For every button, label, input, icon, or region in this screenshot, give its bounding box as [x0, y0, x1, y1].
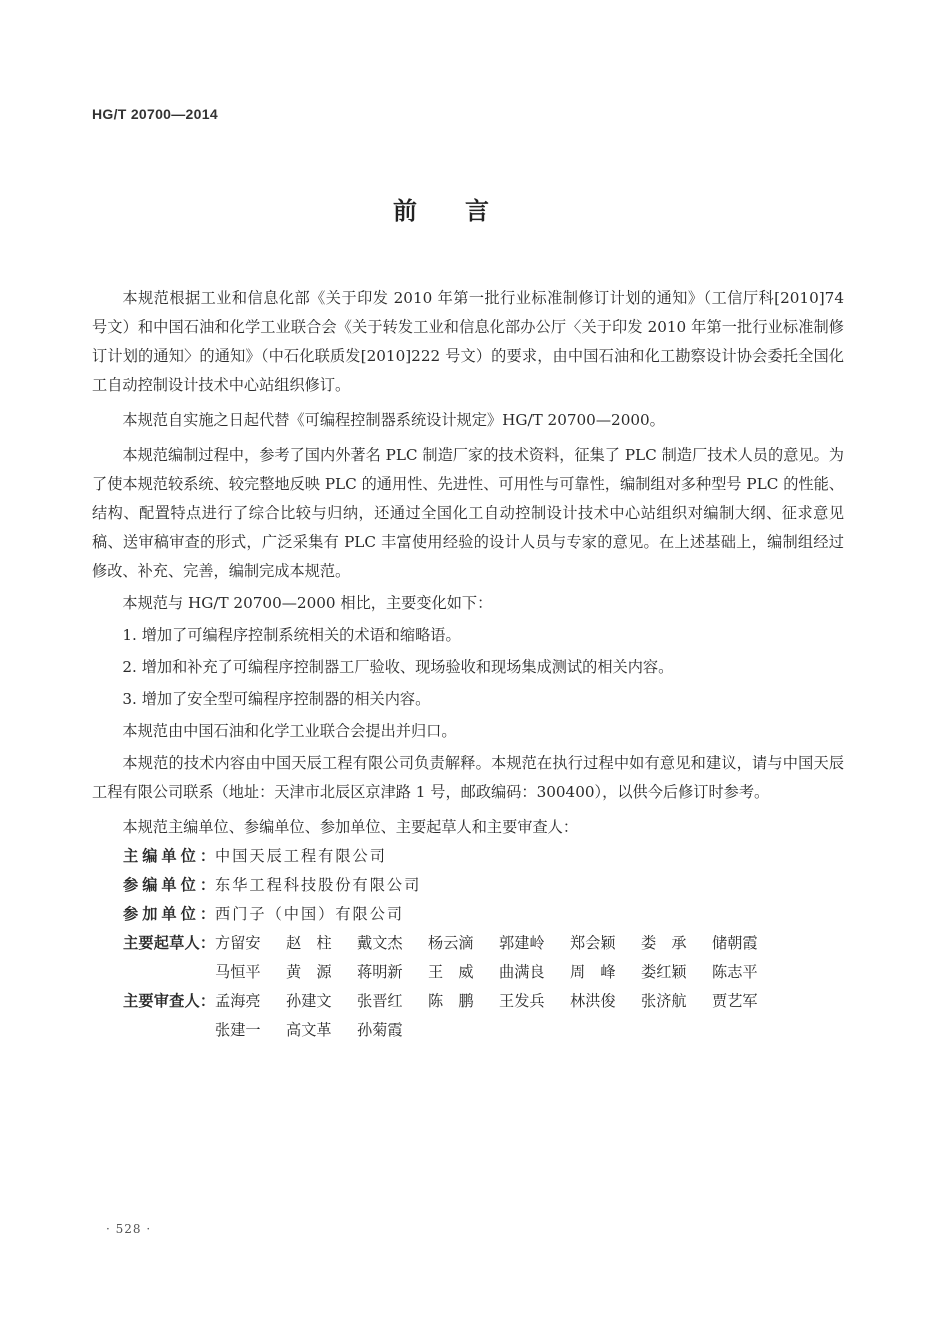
- drafter-name: 储朝霞: [712, 934, 758, 952]
- change-item-3: 3. 增加了安全型可编程序控制器的相关内容。: [122, 690, 431, 708]
- standard-code: HG/T 20700—2014: [92, 106, 218, 122]
- assoc-unit-label: 参编单位：: [123, 876, 215, 894]
- paragraph-proposer: 本规范由中国石油和化学工业联合会提出并归口。: [122, 722, 457, 740]
- drafter-name: 郭建岭: [499, 934, 545, 952]
- drafter-name: 蒋明新: [357, 963, 403, 981]
- chief-unit-value: 中国天辰工程有限公司: [215, 847, 387, 865]
- chief-unit-row: [92, 842, 844, 871]
- reviewer-name: 贾艺军: [712, 992, 758, 1010]
- drafter-name: 杨云滴: [428, 934, 474, 952]
- drafter-name: 戴文杰: [357, 934, 403, 952]
- paragraph-participants-intro: 本规范主编单位、参编单位、参加单位、主要起草人和主要审查人：: [122, 818, 579, 836]
- reviewer-name: 张晋红: [357, 992, 403, 1010]
- assoc-unit-value: 东华工程科技股份有限公司: [215, 876, 422, 894]
- paragraph-compilation: 本规范编制过程中，参考了国内外著名 PLC 制造厂家的技术资料，征集了 PLC 制造厂技术人员的意见。为了使本规范较系统、较完整地反映 PLC 的通用性、先进性、可用性与可靠性，编制组对多种型号 PLC 的性能、结构、配置特点进行了综合比较与归纳，还通过全国化工自动控制设计技术中心站组织对编制大纲、征求意见稿、送审稿审查的形式，广泛采集有 PLC 丰富使用经验的设计人员与专家的意见。在上述基础上，编制组经过修改、补充、完善，编制完成本规范。: [92, 446, 844, 580]
- participating-unit-value: 西门子（中国）有限公司: [215, 905, 405, 923]
- paragraph-basis: 本规范根据工业和信息化部《关于印发 2010 年第一批行业标准制修订计划的通知》（工信厅科[2010]74 号文）和中国石油和化学工业联合会《关于转发工业和信息化部办公厅〈关于印发 2010 年第一批行业标准制修订计划的通知〉的通知》（中石化联质发[2010]222 号文）的要求，由中国石油和化工勘察设计协会委托全国化工自动控制设计技术中心站组织修订。: [92, 289, 844, 394]
- drafter-name: 郑会颖: [570, 934, 616, 952]
- change-item-1: 1. 增加了可编程序控制系统相关的术语和缩略语。: [122, 626, 461, 644]
- chief-unit-label: 主编单位：: [123, 847, 215, 865]
- drafter-name: 曲满良: [499, 963, 545, 981]
- drafter-name: 马恒平: [215, 963, 261, 981]
- paragraph-replaces: 本规范自实施之日起代替《可编程控制器系统设计规定》HG/T 20700—2000。: [122, 411, 665, 429]
- page-number: · 528 ·: [106, 1222, 152, 1236]
- reviewer-name: 孙菊霞: [357, 1021, 403, 1039]
- drafters-list: [215, 929, 783, 987]
- reviewer-name: 高文革: [286, 1021, 332, 1039]
- drafter-name: 黄 源: [286, 963, 332, 981]
- change-item-2: 2. 增加和补充了可编程序控制器工厂验收、现场验收和现场集成测试的相关内容。: [122, 658, 674, 676]
- drafters-row: [92, 929, 844, 987]
- drafter-name: 陈志平: [712, 963, 758, 981]
- participating-unit-row: [92, 900, 844, 929]
- reviewer-name: 张济航: [641, 992, 687, 1010]
- drafter-name: 周 峰: [570, 963, 616, 981]
- reviewer-name: 林洪俊: [570, 992, 616, 1010]
- document-body: [92, 284, 844, 1045]
- reviewer-name: 王发兵: [499, 992, 545, 1010]
- drafter-name: 赵 柱: [286, 934, 332, 952]
- drafter-name: 方留安: [215, 934, 261, 952]
- participating-unit-label: 参加单位：: [123, 905, 215, 923]
- drafter-name: 王 威: [428, 963, 474, 981]
- reviewer-name: 孟海亮: [215, 992, 261, 1010]
- page-title: 前言: [393, 197, 537, 225]
- reviewers-row: [92, 987, 844, 1045]
- drafter-name: 娄 承: [641, 934, 687, 952]
- reviewer-name: 张建一: [215, 1021, 261, 1039]
- reviewer-name: 孙建文: [286, 992, 332, 1010]
- reviewers-label: 主要审查人：: [123, 992, 215, 1010]
- reviewer-name: 陈 鹏: [428, 992, 474, 1010]
- reviewers-list: [215, 987, 783, 1045]
- paragraph-interpretation: 本规范的技术内容由中国天辰工程有限公司负责解释。本规范在执行过程中如有意见和建议，请与中国天辰工程有限公司联系（地址：天津市北辰区京津路 1 号，邮政编码：300400），以供今后修订时参考。: [92, 754, 844, 801]
- drafters-label: 主要起草人：: [123, 934, 215, 952]
- assoc-unit-row: [92, 871, 844, 900]
- drafter-name: 娄红颖: [641, 963, 687, 981]
- paragraph-changes-intro: 本规范与 HG/T 20700—2000 相比，主要变化如下：: [122, 594, 493, 612]
